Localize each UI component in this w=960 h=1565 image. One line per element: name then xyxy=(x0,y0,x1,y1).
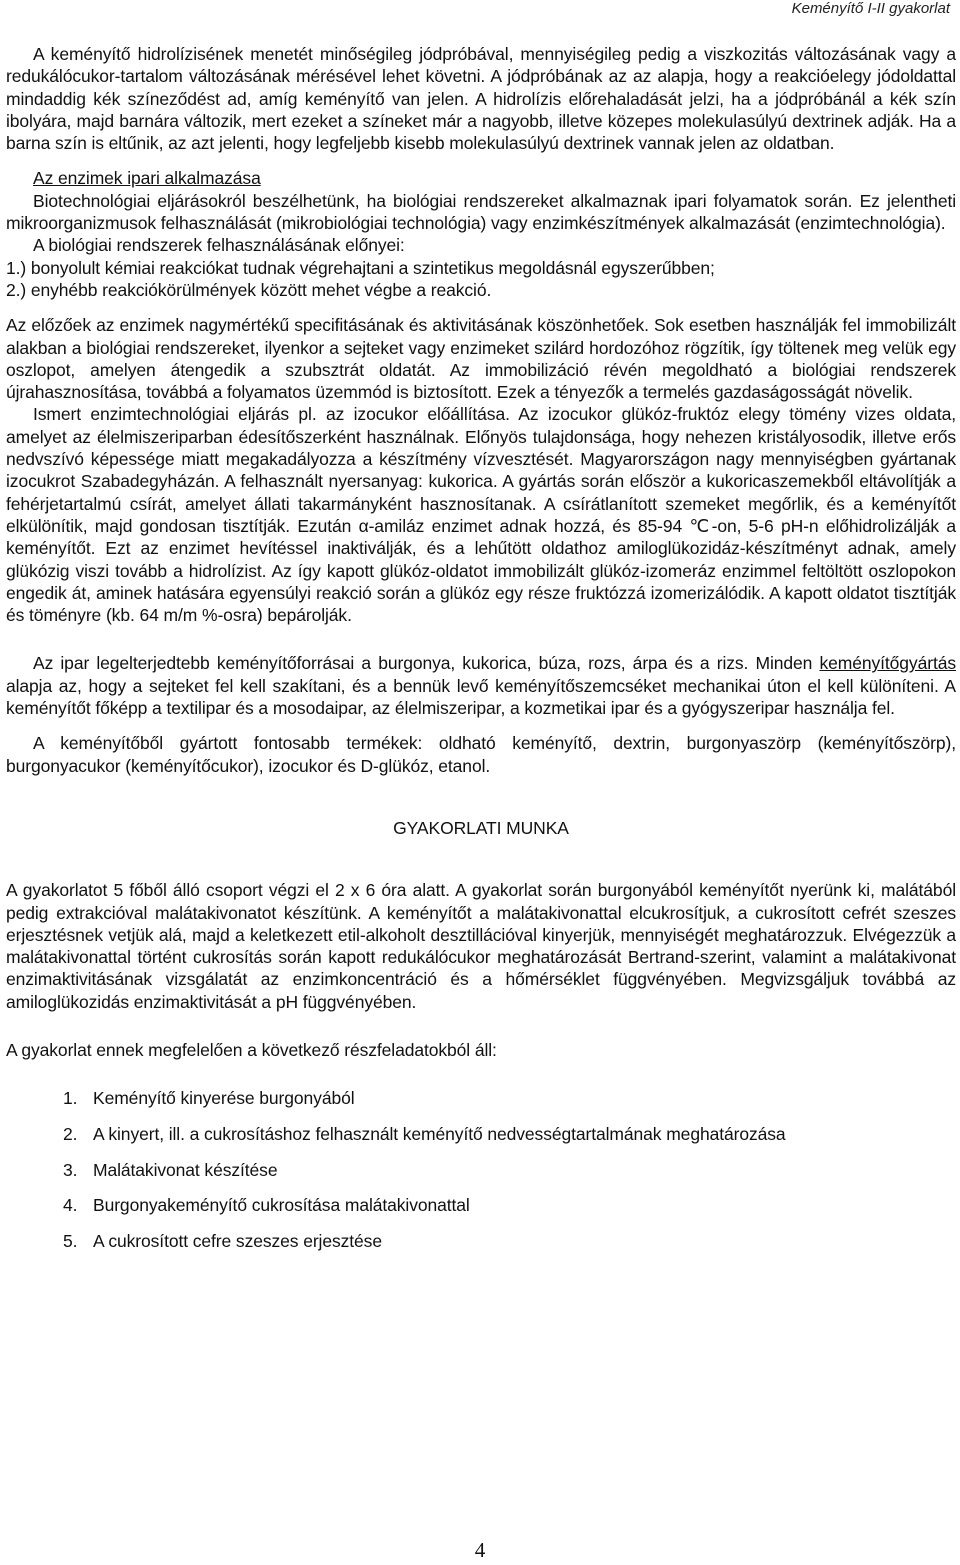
paragraph-immobilization: Az előzőek az enzimek nagymértékű specifitásának és aktivitásának köszönhetőek. Sok esetben használják fel immobilizált alakban a biológiai rendszereket, ilyenkor a sejteket vagy enzimeket szilárd hordozóhoz rögzítik, így töltenek meg velük egy oszlopot, amelyen átengedik a szubsztrát oldatát. Az immobilizáció révén megoldható a biológiai rendszerek újrahasznosítása, továbbá a folyamatos üzemmód is biztosított. Ezek a tényezők a termelés gazdaságosságát növelik. xyxy=(6,315,956,403)
paragraph-products: A keményítőből gyártott fontosabb termékek: oldható keményítő, dextrin, burgonyaszörp (keményítőszörp), burgonyacukor (keményítőcukor), izocukor és D-glükóz, etanol. xyxy=(6,733,956,776)
running-header: Keményítő I-II gyakorlat xyxy=(791,0,950,17)
section-heading-enzymes xyxy=(6,167,956,189)
list-item: 1. Keményítő kinyerése burgonyából xyxy=(63,1088,355,1109)
subtask-list xyxy=(6,1087,956,1252)
practical-work-title: GYAKORLATI MUNKA xyxy=(393,817,569,838)
paragraph-iodine-test: A keményítő hidrolízisének menetét minőségileg jódpróbával, mennyiségileg pedig a viszkozitás változásának vagy a redukálócukor-tartalom változásának mérésével lehet követni. A jódpróbának az az alapja, hogy a reakcióelegy jódoldattal mindaddig kék színeződést ad, amíg keményítő van jelen. A hidrolízis előrehaladását jelzi, ha a jódpróbánál a kék szín ibolyára, majd barnára változik, mert ezeket a színeket már a nagyobb, illetve közepes molekulasúlyú dextrinek adják. Ha a barna szín is eltűnik, az azt jelenti, hogy legfeljebb kisebb molekulasúlyú dextrinek vannak jelen az oldatban. xyxy=(6,44,956,154)
paragraph-starch-sources xyxy=(6,652,956,719)
page-content xyxy=(6,43,956,1266)
paragraph-biotech: Biotechnológiai eljárásokról beszélhetünk, ha biológiai rendszereket alkalmaznak ipari folyamatok során. Ez jelentheti mikroorganizmusok felhasználását (mikrobiológiai technológia) vagy enzimkészítmények alkalmazását (enzimtechnológia). xyxy=(6,190,956,234)
paragraph-subtasks-intro: A gyakorlat ennek megfelelően a következő részfeladatokból áll: xyxy=(6,1039,497,1060)
advantage-item-1: 1.) bonyolult kémiai reakciókat tudnak végrehajtani a szintetikus megoldásnál egyszerűbben; xyxy=(6,257,715,278)
starch-sources-text-b: alapja az, hogy a sejteket fel kell szakítani, és a bennük levő keményítőszemcséket mechanikai úton el kell különíteni. A keményítőt főképp a textilipar és a mosodaipar, az élelmiszeripar, a kozmetikai ipar és a gyógyszeripar használja fel. xyxy=(6,675,956,719)
page-number: 4 xyxy=(474,1538,486,1562)
starch-production-link[interactable]: keményítőgyártás xyxy=(819,653,956,674)
list-item: 4. Burgonyakeményítő cukrosítása malátakivonattal xyxy=(63,1195,470,1216)
paragraph-isosugar: Ismert enzimtechnológiai eljárás pl. az izocukor előállítása. Az izocukor glükóz-fruktóz elegy tömény vizes oldata, amelyet az élelmiszeriparban édesítőszerként használnak. Előnyös tulajdonsága, hogy nehezen kristályosodik, illetve erős nedvszívó képessége miatt megakadályozza a készítmény vízvesztését. Magyarországon nagy mennyiségben gyártanak izocukrot Szabadegyházán. A felhasznált nyersanyag: kukorica. A gyártás során először a kukoricaszemekből eltávolítják a fehérjetartalmú csírát, amelyet állati takarmányként hasznosítanak. A csírátlanított szemeket megőrlik, és a keményítőt elkülönítik, majd gondosan tisztítják. Ezután α-amiláz enzimet adnak hozzá, és 85-94 ℃-on, 5-6 pH-n előhidrolizálják a keményítőt. Ezt az enzimet hevítéssel inaktiválják, és a lehűtött oldathoz amiloglükozidáz-készítményt adnak, amely glükózig viszi tovább a hidrolízist. Az így kapott glükóz-oldatot immobilizált glükóz-izomeráz enzimmel feltöltött oszlopokon engedik át, aminek hatására egyensúlyi reakció során a glükóz egy része fruktózzá izomerizálódik. A kapott oldatot tisztítják és töményre (kb. 64 m/m %-osra) bepárolják. xyxy=(6,404,956,626)
advantage-item-2: 2.) enyhébb reakciókörülmények között mehet végbe a reakció. xyxy=(6,279,492,300)
paragraph-practical-overview: A gyakorlatot 5 főből álló csoport végzi el 2 x 6 óra alatt. A gyakorlat során burgonyából keményítőt nyerünk ki, malátából pedig extrakcióval malátakivonatot készítünk. A keményítőt a malátakivonattal elcukrosítjuk, a cukrosított cefrét szeszes erjesztésnek vetjük alá, majd a keletkezett etil-alkoholt desztillációval kinyerjük, mennyiségét meghatározzuk. Elvégezzük a malátakivonattal történt cukrosítás során kapott redukálócukor meghatározását Bertrand-szerint, valamint a malátakivonat enzimaktivitásának vizsgálatát az enzimkoncentráció és a hőmérséklet függvényében. Megvizsgáljuk továbbá az amiloglükozidás enzimaktivitását a pH függvényében. xyxy=(6,880,956,1012)
list-item: 5. A cukrosított cefre szeszes erjesztése xyxy=(63,1231,382,1252)
list-item: 2. A kinyert, ill. a cukrosításhoz felhasznált keményítő nedvességtartalmának meghatározása xyxy=(63,1123,786,1144)
section-heading-text: Az enzimek ipari alkalmazása xyxy=(33,168,261,189)
list-item: 3. Malátakivonat készítése xyxy=(63,1159,278,1180)
starch-sources-text-a: Az ipar legelterjedtebb keményítőforrásai a burgonya, kukorica, búza, rozs, árpa és a rizs. Minden xyxy=(33,653,820,674)
paragraph-advantages-intro: A biológiai rendszerek felhasználásának előnyei: xyxy=(33,235,405,256)
